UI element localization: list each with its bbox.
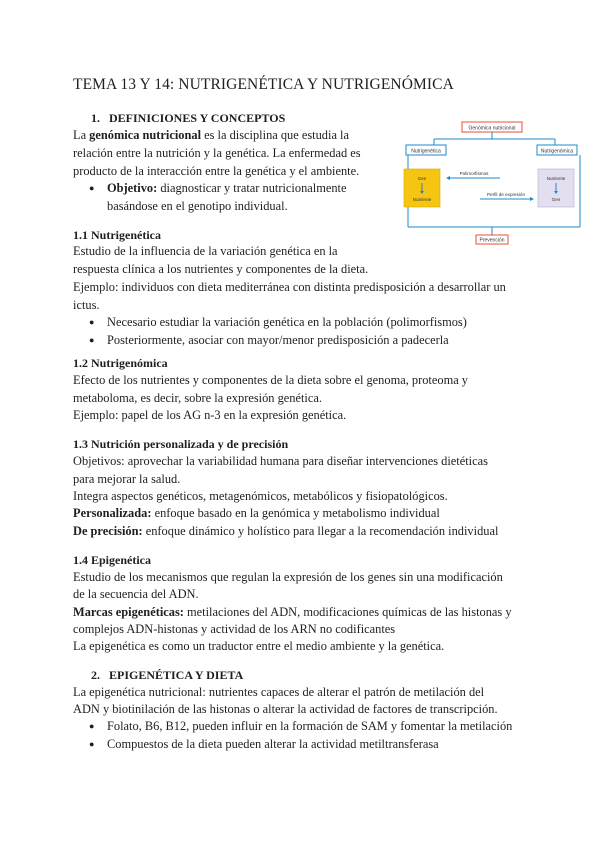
section-1-number: 1. [91,111,100,125]
s13-text-precision: enfoque dinámico y holístico para llegar a la recomendación individual [142,524,499,538]
s14-line-1: Estudio de los mecanismos que regulan la expresión de los genes sin una modificación [73,570,503,584]
diagram-label-left: Nutrigenética [411,148,441,155]
sec2-line-1: La epigenética nutricional: nutrientes capaces de alterar el patrón de metilación del [73,685,485,699]
sec2-bullet-2 [89,735,439,753]
sec2-line-2: ADN y biotinilación de las histonas o alterar la actividad de factores de transcripción. [73,702,498,716]
s13-label-precision: De precisión: [73,524,143,538]
diagram-label-polimorfismos: Polimorfismos [459,171,489,176]
sec1-line-1a: La [73,128,90,142]
s14-text-marcas: metilaciones del ADN, modificaciones químicas de las histonas y [183,605,512,619]
sec1-bullet-objetivo [89,179,347,213]
s14-line-2: de la secuencia del ADN. [73,587,199,601]
diagram-arrowhead-right [530,197,534,201]
bullet-dot: ● [89,317,95,327]
sec2-bullet-1-text: Folato, B6, B12, pueden influir en la formación de SAM y fomentar la metilación [107,719,513,733]
sec1-line-1c: es la disciplina que estudia la [201,128,349,142]
s11-bullet-2-text: Posteriormente, asociar con mayor/menor predisposición a padecerla [107,333,449,347]
sec1-term-genomica: genómica nutricional [89,128,202,142]
s11-heading: 1.1 Nutrigenética [73,228,161,242]
s12-heading: 1.2 Nutrigenómica [73,356,168,370]
diagram-label-nutriente-right: Nutriente [546,176,566,181]
sec1-line-1 [73,126,349,144]
diagram-label-gen-right: Gen [551,197,561,202]
diagram-label-gen-left: Gen [417,176,427,181]
s11-line-2: respuesta clínica a los nutrientes y componentes de la dieta. [73,262,369,276]
s11-bullet-1 [89,313,467,331]
diagram-label-right: Nutrigenómica [540,148,574,155]
bullet-label: Objetivo: [107,181,158,195]
s12-line-1: Efecto de los nutrientes y componentes de la dieta sobre el genoma, proteoma y [73,373,468,387]
bullet-dot: ● [89,721,95,731]
section-1-title: DEFINICIONES Y CONCEPTOS [109,111,286,125]
s13-line-2: para mejorar la salud. [73,472,181,486]
s14-line-5: La epigenética es como un traductor entre el medio ambiente y la genética. [73,639,445,653]
bullet-dot: ● [89,739,95,749]
s13-heading: 1.3 Nutrición personalizada y de precisión [73,437,289,451]
s12-line-3: Ejemplo: papel de los AG n-3 en la expresión genética. [73,408,347,422]
s14-line-4: complejos ADN-histonas y actividad de los ARN no codificantes [73,622,396,636]
s13-line-4 [73,504,440,522]
s11-line-4: ictus. [73,298,100,312]
s11-line-3: Ejemplo: individuos con dieta mediterránea con distinta predisposición a desarrollar un [73,280,506,294]
diagram-label-top: Genómica nutricional [468,125,516,132]
bullet-text: diagnosticar y tratar nutricionalmente [157,181,347,195]
s11-bullet-2 [89,331,449,349]
diagram-arrowhead-left [446,176,450,180]
s14-line-3 [73,603,512,621]
s14-heading: 1.4 Epigenética [73,553,151,567]
sec1-line-2: relación entre la nutrición y la genética. La enfermedad es [73,146,361,160]
bullet-dot: ● [89,335,95,345]
bullet-dot: ● [89,183,95,193]
section-1-heading [91,111,285,126]
s11-line-1: Estudio de la influencia de la variación genética en la [73,244,338,258]
sec1-line-3: producto de la interacción entre la genética y el ambiente. [73,164,360,178]
sec2-bullet-2-text: Compuestos de la dieta pueden alterar la actividad metiltransferasa [107,737,439,751]
section-2-title: EPIGENÉTICA Y DIETA [109,668,244,682]
sec2-bullet-1 [89,717,512,735]
s11-bullet-1-text: Necesario estudiar la variación genética en la población (polimorfismos) [107,315,467,329]
genomica-diagram [400,117,590,247]
s13-line-3: Integra aspectos genéticos, metagenómicos, metabólicos y fisiopatológicos. [73,489,448,503]
section-2-number: 2. [91,668,100,682]
diagram-label-perfil: Perfil de expresión [486,192,526,197]
diagram-label-bottom: Prevención [479,237,505,244]
s13-text-personalizada: enfoque basado en la genómica y metabolismo individual [151,506,440,520]
s14-label-marcas: Marcas epigenéticas: [73,605,184,619]
bullet-continuation: basándose en el genotipo individual. [107,199,288,213]
s13-line-1: Objetivos: aprovechar la variabilidad humana para diseñar intervenciones dietéticas [73,454,488,468]
s13-label-personalizada: Personalizada: [73,506,152,520]
s12-line-2: metaboloma, es decir, sobre la expresión genética. [73,391,322,405]
page-title: TEMA 13 Y 14: NUTRIGENÉTICA Y NUTRIGENÓMICA [73,76,454,93]
diagram-label-nutriente-left: Nutriente [412,197,432,202]
section-2-heading [91,668,243,683]
s13-line-5 [73,522,498,540]
